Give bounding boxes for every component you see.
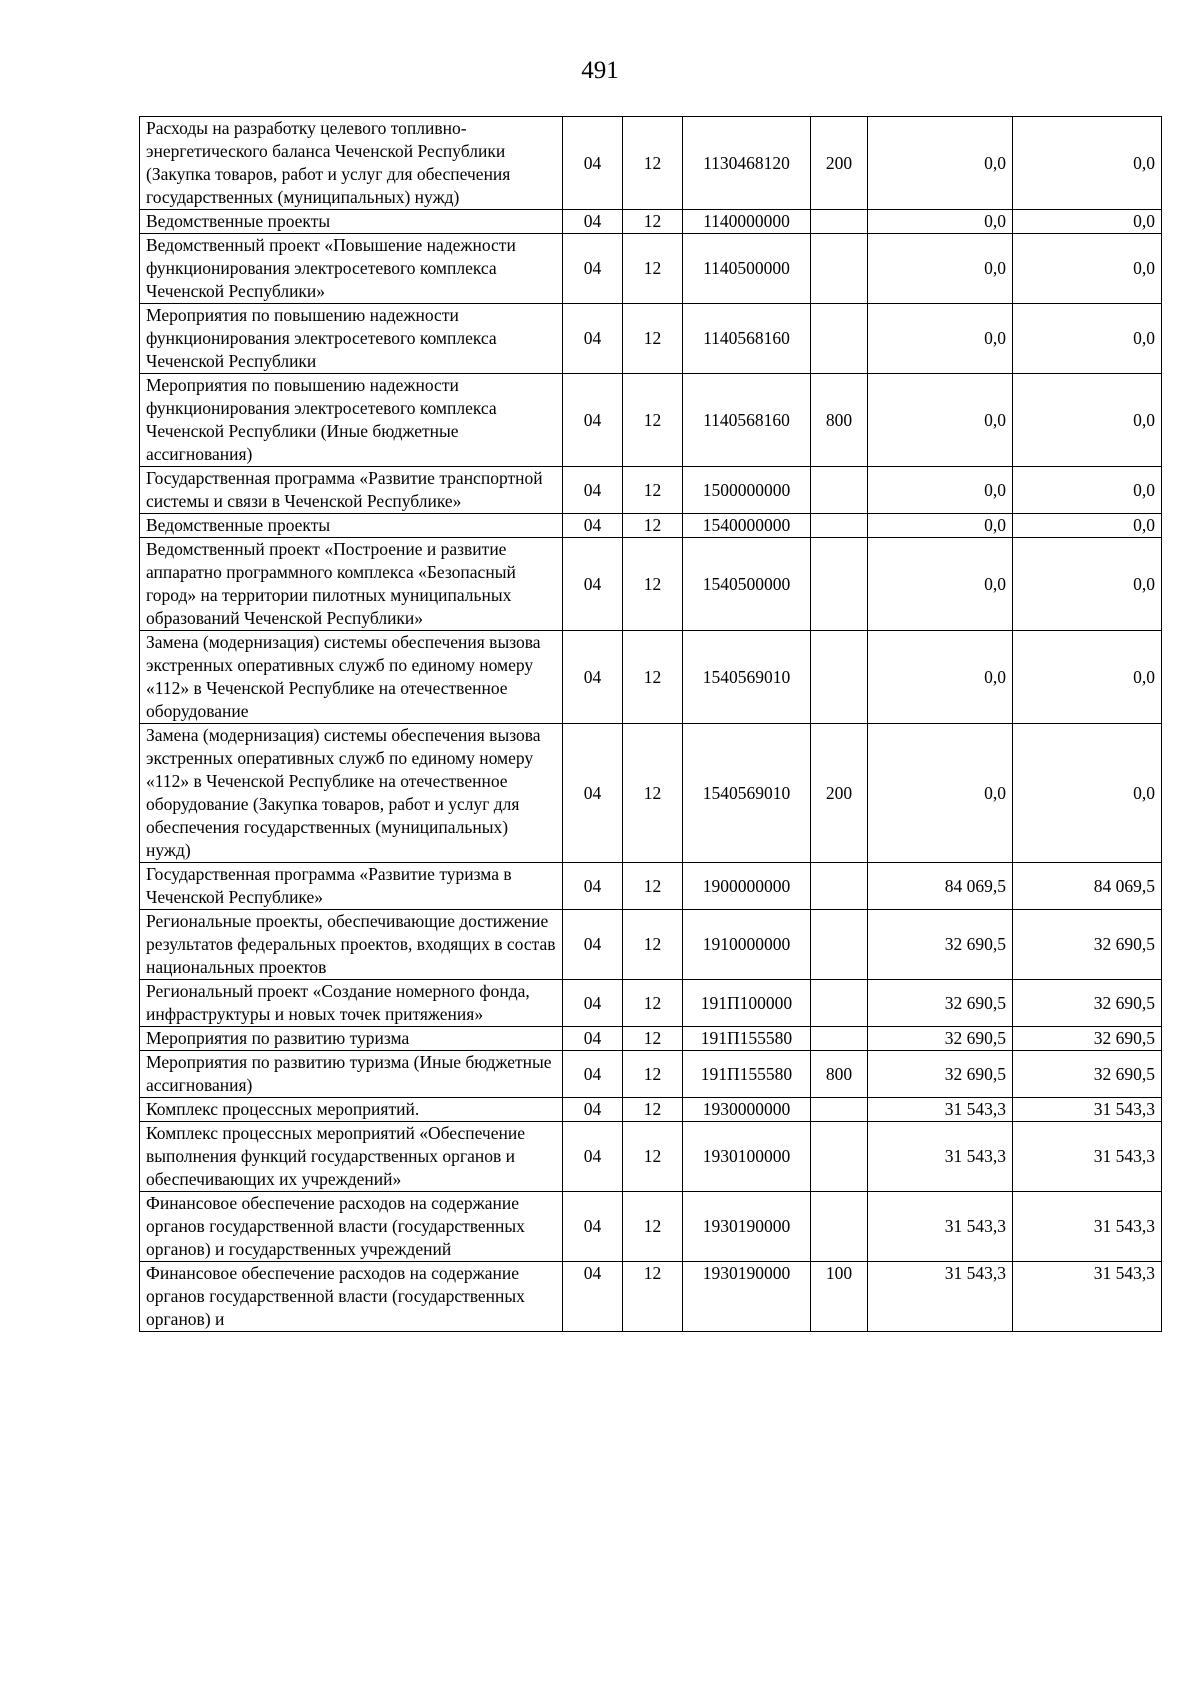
cell-csr: 1140000000	[683, 210, 811, 234]
cell-sum2: 31 543,3	[1013, 1122, 1162, 1192]
cell-vr: 800	[811, 1051, 868, 1098]
cell-pr: 12	[623, 234, 683, 304]
cell-sum2: 31 543,3	[1013, 1098, 1162, 1122]
cell-csr: 1930190000	[683, 1192, 811, 1262]
cell-pr: 12	[623, 1051, 683, 1098]
cell-sum2: 31 543,3	[1013, 1262, 1162, 1332]
cell-pr: 12	[623, 1122, 683, 1192]
table-row	[140, 374, 1162, 467]
cell-rz: 04	[563, 467, 623, 514]
table-row	[140, 234, 1162, 304]
table-row	[140, 1098, 1162, 1122]
cell-rz: 04	[563, 910, 623, 980]
cell-rz: 04	[563, 631, 623, 724]
table-row	[140, 910, 1162, 980]
cell-name: Замена (модернизация) системы обеспечения вызова экстренных оперативных служб по единому номеру «112» в Чеченской Республике на отечественное оборудование	[140, 631, 563, 724]
cell-name: Мероприятия по повышению надежности функционирования электросетевого комплекса Чеченской Республики	[140, 304, 563, 374]
cell-csr: 1930190000	[683, 1262, 811, 1332]
cell-vr: 200	[811, 724, 868, 863]
cell-name: Ведомственный проект «Повышение надежности функционирования электросетевого комплекса Чеченской Республики»	[140, 234, 563, 304]
cell-rz: 04	[563, 374, 623, 467]
cell-rz: 04	[563, 234, 623, 304]
cell-name: Мероприятия по развитию туризма (Иные бюджетные ассигнования)	[140, 1051, 563, 1098]
cell-sum1: 0,0	[868, 631, 1013, 724]
cell-vr	[811, 210, 868, 234]
cell-pr: 12	[623, 538, 683, 631]
table-row	[140, 304, 1162, 374]
cell-pr: 12	[623, 304, 683, 374]
cell-csr: 1540569010	[683, 724, 811, 863]
cell-rz: 04	[563, 1192, 623, 1262]
table-row	[140, 514, 1162, 538]
cell-rz: 04	[563, 863, 623, 910]
cell-sum1: 32 690,5	[868, 1027, 1013, 1051]
cell-pr: 12	[623, 1192, 683, 1262]
cell-vr: 800	[811, 374, 868, 467]
table-row	[140, 863, 1162, 910]
cell-sum1: 0,0	[868, 467, 1013, 514]
cell-csr: 1140568160	[683, 304, 811, 374]
table-row	[140, 210, 1162, 234]
cell-name: Замена (модернизация) системы обеспечения вызова экстренных оперативных служб по единому номеру «112» в Чеченской Республике на отечественное оборудование (Закупка товаров, работ и услуг для обеспечения государственных (муниципальных) нужд)	[140, 724, 563, 863]
cell-pr: 12	[623, 374, 683, 467]
cell-sum1: 0,0	[868, 210, 1013, 234]
cell-rz: 04	[563, 1098, 623, 1122]
cell-vr	[811, 467, 868, 514]
table-row	[140, 980, 1162, 1027]
cell-sum1: 0,0	[868, 724, 1013, 863]
cell-rz: 04	[563, 538, 623, 631]
cell-name: Ведомственный проект «Построение и развитие аппаратно программного комплекса «Безопасный город» на территории пилотных муниципальных образований Чеченской Республики»	[140, 538, 563, 631]
cell-pr: 12	[623, 210, 683, 234]
cell-name: Мероприятия по развитию туризма	[140, 1027, 563, 1051]
page-number: 491	[581, 57, 619, 84]
cell-pr: 12	[623, 117, 683, 210]
table-row	[140, 631, 1162, 724]
cell-csr: 1900000000	[683, 863, 811, 910]
cell-sum2: 32 690,5	[1013, 980, 1162, 1027]
cell-pr: 12	[623, 980, 683, 1027]
cell-vr	[811, 631, 868, 724]
cell-csr: 191П155580	[683, 1027, 811, 1051]
cell-sum2: 32 690,5	[1013, 1027, 1162, 1051]
cell-rz: 04	[563, 304, 623, 374]
cell-csr: 1930100000	[683, 1122, 811, 1192]
cell-name: Региональный проект «Создание номерного фонда, инфраструктуры и новых точек притяжения»	[140, 980, 563, 1027]
cell-csr: 1930000000	[683, 1098, 811, 1122]
cell-sum2: 31 543,3	[1013, 1192, 1162, 1262]
cell-csr: 1540000000	[683, 514, 811, 538]
cell-rz: 04	[563, 980, 623, 1027]
table-row	[140, 1192, 1162, 1262]
cell-rz: 04	[563, 1027, 623, 1051]
cell-sum1: 32 690,5	[868, 910, 1013, 980]
cell-sum2: 0,0	[1013, 538, 1162, 631]
cell-pr: 12	[623, 514, 683, 538]
cell-vr	[811, 980, 868, 1027]
cell-csr: 1500000000	[683, 467, 811, 514]
cell-csr: 1130468120	[683, 117, 811, 210]
cell-rz: 04	[563, 724, 623, 863]
budget-table	[139, 116, 1162, 1332]
cell-name: Расходы на разработку целевого топливно-энергетического баланса Чеченской Республики (Закупка товаров, работ и услуг для обеспечения государственных (муниципальных) нужд)	[140, 117, 563, 210]
cell-vr	[811, 1098, 868, 1122]
cell-sum1: 31 543,3	[868, 1262, 1013, 1332]
cell-sum2: 0,0	[1013, 234, 1162, 304]
cell-sum1: 0,0	[868, 304, 1013, 374]
cell-pr: 12	[623, 1098, 683, 1122]
cell-csr: 191П155580	[683, 1051, 811, 1098]
cell-vr: 200	[811, 117, 868, 210]
cell-sum1: 0,0	[868, 538, 1013, 631]
cell-csr: 1140500000	[683, 234, 811, 304]
cell-name: Региональные проекты, обеспечивающие достижение результатов федеральных проектов, входящих в состав национальных проектов	[140, 910, 563, 980]
cell-name: Комплекс процессных мероприятий «Обеспечение выполнения функций государственных органов и обеспечивающих их учреждений»	[140, 1122, 563, 1192]
cell-vr: 100	[811, 1262, 868, 1332]
cell-rz: 04	[563, 210, 623, 234]
table-row	[140, 1262, 1162, 1332]
cell-pr: 12	[623, 467, 683, 514]
cell-vr	[811, 1192, 868, 1262]
cell-name: Комплекс процессных мероприятий.	[140, 1098, 563, 1122]
cell-csr: 191П100000	[683, 980, 811, 1027]
cell-name: Ведомственные проекты	[140, 210, 563, 234]
cell-rz: 04	[563, 117, 623, 210]
cell-sum2: 0,0	[1013, 304, 1162, 374]
table-row	[140, 1027, 1162, 1051]
cell-pr: 12	[623, 631, 683, 724]
cell-sum2: 0,0	[1013, 514, 1162, 538]
cell-name: Финансовое обеспечение расходов на содержание органов государственной власти (государственных органов) и государственных учреждений	[140, 1192, 563, 1262]
cell-vr	[811, 304, 868, 374]
table-row	[140, 1122, 1162, 1192]
cell-vr	[811, 538, 868, 631]
cell-csr: 1910000000	[683, 910, 811, 980]
cell-sum2: 0,0	[1013, 631, 1162, 724]
cell-name: Государственная программа «Развитие туризма в Чеченской Республике»	[140, 863, 563, 910]
cell-rz: 04	[563, 1262, 623, 1332]
cell-sum1: 0,0	[868, 514, 1013, 538]
cell-rz: 04	[563, 1051, 623, 1098]
cell-vr	[811, 1122, 868, 1192]
cell-name: Финансовое обеспечение расходов на содержание органов государственной власти (государственных органов) и	[140, 1262, 563, 1332]
cell-rz: 04	[563, 1122, 623, 1192]
table-row	[140, 467, 1162, 514]
cell-sum1: 0,0	[868, 117, 1013, 210]
cell-sum1: 84 069,5	[868, 863, 1013, 910]
cell-sum1: 0,0	[868, 374, 1013, 467]
cell-sum2: 0,0	[1013, 724, 1162, 863]
cell-pr: 12	[623, 1262, 683, 1332]
cell-sum2: 32 690,5	[1013, 1051, 1162, 1098]
cell-sum1: 32 690,5	[868, 1051, 1013, 1098]
table-row	[140, 1051, 1162, 1098]
cell-sum1: 31 543,3	[868, 1122, 1013, 1192]
cell-pr: 12	[623, 910, 683, 980]
cell-name: Ведомственные проекты	[140, 514, 563, 538]
cell-vr	[811, 863, 868, 910]
cell-sum2: 0,0	[1013, 467, 1162, 514]
cell-csr: 1140568160	[683, 374, 811, 467]
cell-csr: 1540500000	[683, 538, 811, 631]
cell-pr: 12	[623, 724, 683, 863]
cell-pr: 12	[623, 1027, 683, 1051]
table-row	[140, 117, 1162, 210]
cell-vr	[811, 910, 868, 980]
cell-vr	[811, 234, 868, 304]
cell-sum1: 32 690,5	[868, 980, 1013, 1027]
cell-sum2: 0,0	[1013, 210, 1162, 234]
cell-sum2: 84 069,5	[1013, 863, 1162, 910]
cell-sum2: 0,0	[1013, 117, 1162, 210]
cell-pr: 12	[623, 863, 683, 910]
cell-vr	[811, 514, 868, 538]
cell-name: Мероприятия по повышению надежности функционирования электросетевого комплекса Чеченской Республики (Иные бюджетные ассигнования)	[140, 374, 563, 467]
cell-sum2: 0,0	[1013, 374, 1162, 467]
table-row	[140, 538, 1162, 631]
cell-name: Государственная программа «Развитие транспортной системы и связи в Чеченской Республике»	[140, 467, 563, 514]
cell-sum1: 31 543,3	[868, 1192, 1013, 1262]
cell-csr: 1540569010	[683, 631, 811, 724]
cell-vr	[811, 1027, 868, 1051]
table-row	[140, 724, 1162, 863]
cell-rz: 04	[563, 514, 623, 538]
cell-sum1: 31 543,3	[868, 1098, 1013, 1122]
cell-sum2: 32 690,5	[1013, 910, 1162, 980]
cell-sum1: 0,0	[868, 234, 1013, 304]
